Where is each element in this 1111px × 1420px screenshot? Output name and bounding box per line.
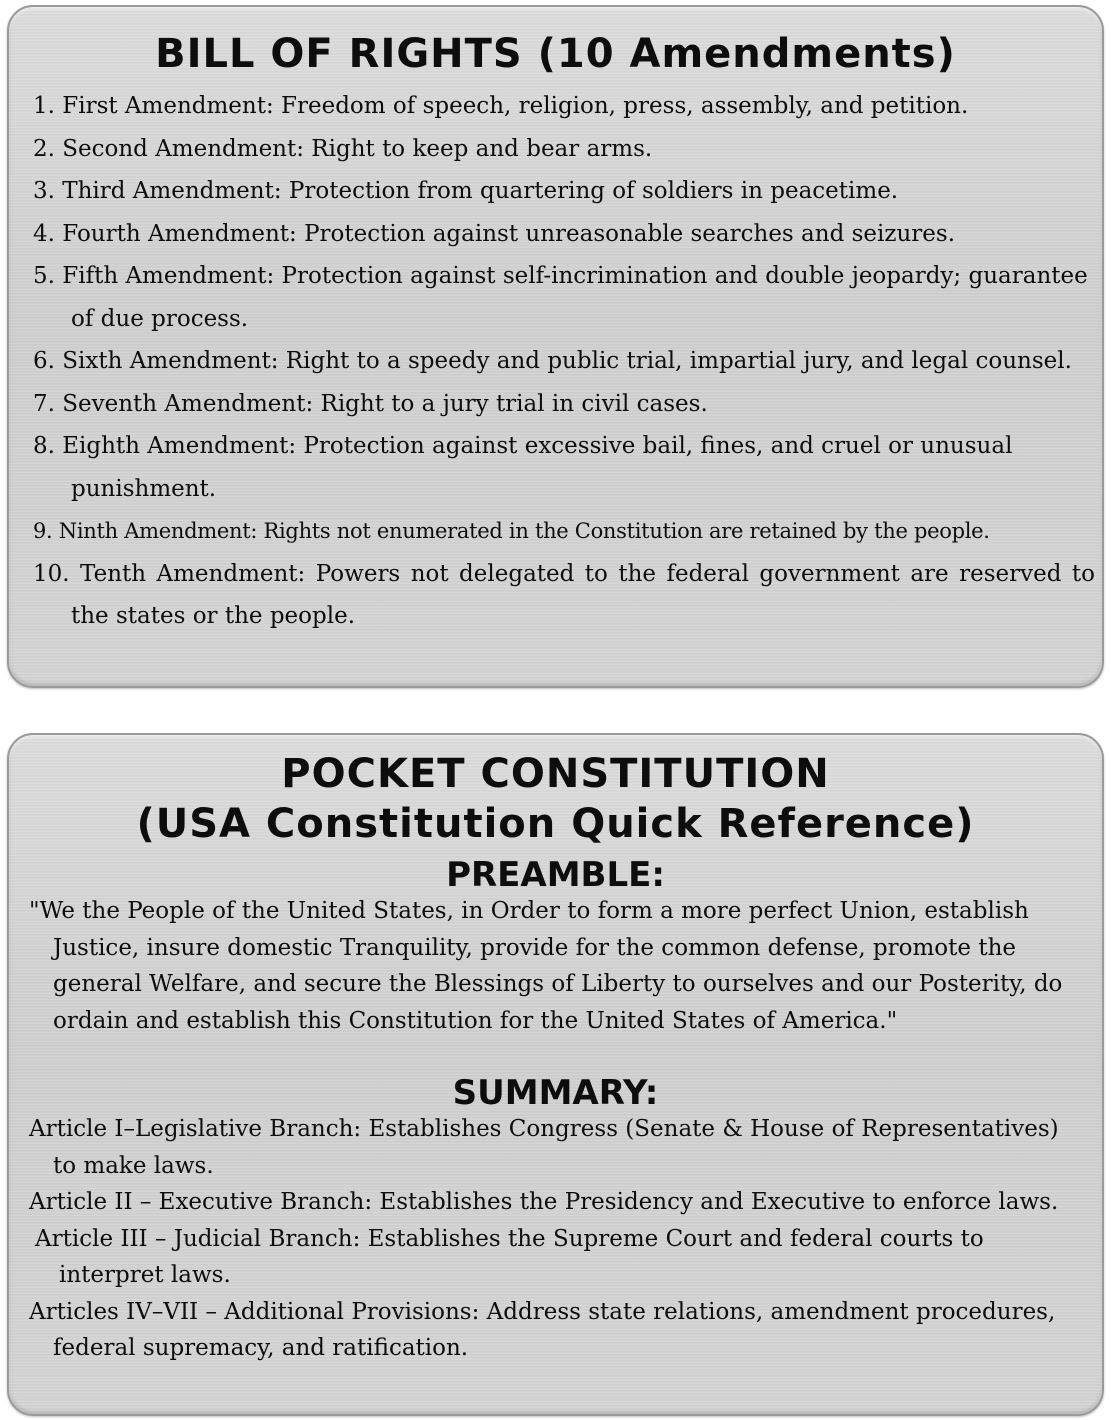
amendment-item: 9. Ninth Amendment: Rights not enumerated in the Constitution are retained by the people. [33, 519, 990, 543]
amendment-item: 4. Fourth Amendment: Protection against unreasonable searches and seizures. [33, 220, 956, 247]
amendment-item: 3. Third Amendment: Protection from quartering of soldiers in peacetime. [33, 178, 899, 204]
amendment-list [33, 85, 1095, 638]
constitution-title: POCKET CONSTITUTION [281, 751, 830, 797]
constitution-subtitle: (USA Constitution Quick Reference) [136, 801, 975, 847]
article-item: Article II – Executive Branch: Establishes the Presidency and Executive to enforce laws. [29, 1189, 1059, 1215]
amendment-item: 1. First Amendment: Freedom of speech, religion, press, assembly, and petition. [33, 93, 969, 119]
amendment-item: 2. Second Amendment: Right to keep and bear arms. [33, 135, 653, 162]
preamble-heading: PREAMBLE: [446, 855, 665, 895]
article-item: Articles IV–VII – Additional Provisions: Address state relations, amendment procedures, federal supremacy, and ratification. [29, 1298, 1056, 1361]
pocket-constitution-card [7, 733, 1104, 1416]
bill-of-rights-card [7, 5, 1104, 688]
article-item: Article I–Legislative Branch: Establishes Congress (Senate & House of Representatives) to make laws. [29, 1116, 1059, 1179]
summary-heading: SUMMARY: [452, 1073, 659, 1113]
article-summary-list [29, 1111, 1089, 1367]
article-item: Article III – Judicial Branch: Establishes the Supreme Court and federal courts to interpret laws. [35, 1225, 984, 1288]
preamble-text: "We the People of the United States, in Order to form a more perfect Union, establish Justice, insure domestic Tranquility, provide for the common defense, promote the general Welfare, and secure the Blessings of Liberty to ourselves and our Posterity, do ordain and establish this Constitution for the United States of America." [29, 898, 1063, 1035]
amendment-item: 6. Sixth Amendment: Right to a speedy and public trial, impartial jury, and legal counsel. [33, 348, 1072, 374]
amendment-item: 5. Fifth Amendment: Protection against self-incrimination and double jeopardy; guarantee of due process. [33, 263, 1088, 332]
amendment-item: 10. Tenth Amendment: Powers not delegated to the federal government are reserved to the states or the people. [33, 560, 1095, 629]
bill-of-rights-title: BILL OF RIGHTS (10 Amendments) [155, 31, 956, 77]
amendment-item: 7. Seventh Amendment: Right to a jury trial in civil cases. [33, 390, 708, 417]
amendment-item: 8. Eighth Amendment: Protection against excessive bail, fines, and cruel or unusual punishment. [33, 433, 1013, 502]
